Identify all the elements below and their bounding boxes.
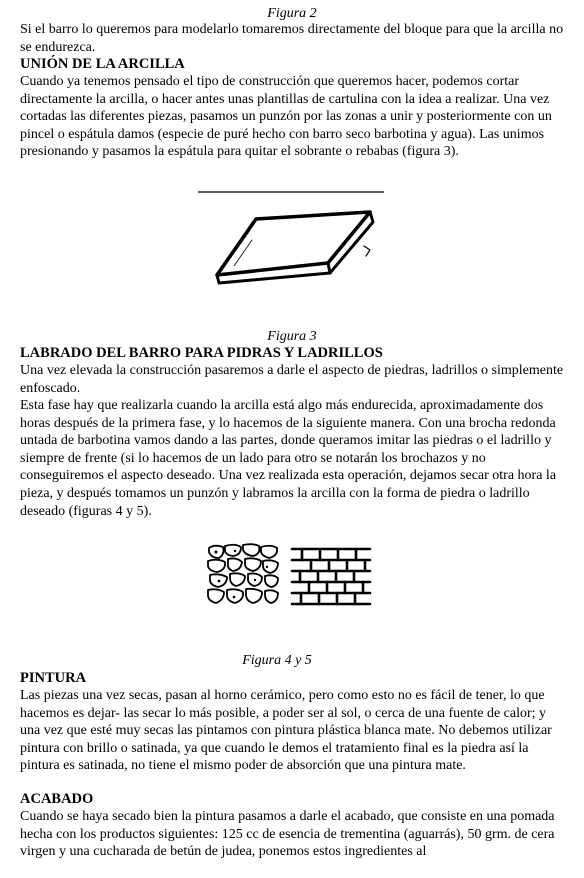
acabado-paragraph: Cuando se haya secado bien la pintura pasamos a darle el acabado, que consiste en una pomada hecha con los productos siguientes: 125 cc de esencia de trementina (aguarrás), 50 grm. de cera virgen y una cucharada de betún de judea, ponemos estos ingredientes al	[20, 809, 555, 860]
labrado-paragraph-2: Esta fase hay que realizarla cuando la arcilla está algo más endurecida, aproximadamente dos horas después de la primera fase, y lo hacemos de la siguiente manera. Con una brocha redonda untada de barbotina vamos dando a las partes, donde queramos imitar las piedras o el ladrillo y siempre de frente (si lo hacemos de un lado para otro se notarán los brochazos y no conseguiremos el aspecto deseado. Una vez realizada esta operación, dejamos secar otra hora la pieza, y después tomamos un punzón y labramos la arcilla con la forma de piedra o ladrillo deseado (figuras 4 y 5).	[20, 398, 557, 519]
heading-pintura: PINTURA	[20, 670, 87, 686]
figure-3-caption: Figura 3	[267, 329, 317, 344]
figure-4-stone-texture	[205, 542, 281, 608]
labrado-paragraph-1: Una vez elevada la construcción pasaremos a darle el aspecto de piedras, ladrillos o simplemente enfoscado.	[20, 363, 564, 396]
union-paragraph: Cuando ya tenemos pensado el tipo de construcción que queremos hacer, podemos cortar directamente la arcilla, o hacer antes unas plantillas de cartulina con la idea a realizar. Una vez cortadas las diferentes piezas, pasamos un punzón por las zonas a unir y posteriormente con un pincel o espátula damos (especie de puré hecho con barro seco barbotina y agua). Las unimos presionando y pasamos la espátula para quitar el sobrante o rebabas (figura 3).	[20, 74, 552, 160]
figure-2-caption: Figura 2	[267, 6, 317, 21]
heading-union: UNIÓN DE LA ARCILLA	[20, 56, 185, 72]
figure-5-brick-texture	[288, 545, 374, 608]
intro-paragraph: Si el barro lo queremos para modelarlo tomaremos directamente del bloque para que la arcilla no se endurezca.	[20, 22, 564, 55]
figure-4-5-caption: Figura 4 y 5	[242, 653, 312, 668]
pintura-paragraph: Las piezas una vez secas, pasan al horno cerámico, pero como esto no es fácil de tener, lo que hacemos es dejar- las secar lo más posible, a poder ser al sol, o cerca de una fuente de calor; y una vez que esté muy secas las pintamos con pintura plástica blanca mate. No debemos utilizar pintura con brillo o satinada, ya que cuando le demos el tratamiento final es la piedra así la pintura es satinada, no tiene el mismo poder de absorción que una pintura mate.	[20, 688, 552, 774]
heading-acabado: ACABADO	[20, 791, 94, 807]
figure-3-clay-slab	[190, 186, 390, 286]
heading-labrado: LABRADO DEL BARRO PARA PIDRAS Y LADRILLOS	[20, 345, 383, 361]
